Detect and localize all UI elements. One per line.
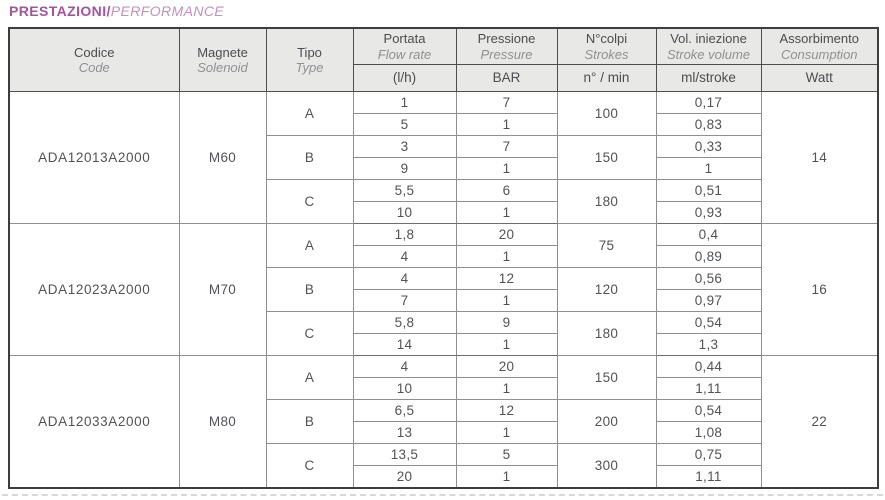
strokes-cell: 100 <box>557 92 656 136</box>
watt-cell: 16 <box>761 224 878 356</box>
type-cell: B <box>266 268 353 312</box>
flow-cell: 10 <box>353 202 456 224</box>
flow-cell: 5,8 <box>353 312 456 334</box>
header-tipo <box>266 28 353 92</box>
volume-cell: 0,44 <box>656 356 761 378</box>
strokes-cell: 180 <box>557 180 656 224</box>
header-magnete-it: Magnete <box>197 44 248 60</box>
pressure-cell: 1 <box>456 290 557 312</box>
magnet-cell: M70 <box>179 224 266 356</box>
header-assorbimento-en: Consumption <box>780 46 858 62</box>
header-pressione-en: Pressure <box>480 46 533 62</box>
flow-cell: 4 <box>353 356 456 378</box>
header-portata-it: Portata <box>383 31 426 47</box>
volume-cell: 0,56 <box>656 268 761 290</box>
strokes-cell: 200 <box>557 400 656 444</box>
watt-cell: 22 <box>761 356 878 489</box>
code-cell: ADA12023A2000 <box>9 224 179 356</box>
flow-cell: 10 <box>353 378 456 400</box>
header-tipo-it: Tipo <box>297 44 322 60</box>
performance-table <box>8 27 879 489</box>
pressure-cell: 1 <box>456 466 557 489</box>
volume-cell: 0,54 <box>656 312 761 334</box>
volume-cell: 0,75 <box>656 444 761 466</box>
table-row <box>9 224 878 246</box>
pressure-cell: 6 <box>456 180 557 202</box>
strokes-cell: 300 <box>557 444 656 489</box>
volume-cell: 1,11 <box>656 466 761 489</box>
header-portata <box>353 28 456 65</box>
strokes-cell: 180 <box>557 312 656 356</box>
pressure-cell: 7 <box>456 136 557 158</box>
header-assorbimento-it: Assorbimento <box>779 31 859 47</box>
strokes-cell: 150 <box>557 356 656 400</box>
table-row <box>9 92 878 114</box>
code-cell: ADA12033A2000 <box>9 356 179 489</box>
flow-cell: 14 <box>353 334 456 356</box>
flow-cell: 9 <box>353 158 456 180</box>
flow-cell: 20 <box>353 466 456 489</box>
flow-cell: 5 <box>353 114 456 136</box>
volume-cell: 0,51 <box>656 180 761 202</box>
volume-cell: 0,89 <box>656 246 761 268</box>
type-cell: A <box>266 224 353 268</box>
flow-cell: 13 <box>353 422 456 444</box>
volume-cell: 1,3 <box>656 334 761 356</box>
table-header <box>9 28 878 92</box>
header-tipo-en: Type <box>295 60 324 75</box>
volume-cell: 0,33 <box>656 136 761 158</box>
type-cell: C <box>266 180 353 224</box>
header-pressione <box>456 28 557 65</box>
header-magnete-en: Solenoid <box>197 60 248 75</box>
volume-cell: 0,83 <box>656 114 761 136</box>
header-iniezione-en: Stroke volume <box>666 46 751 62</box>
volume-cell: 0,54 <box>656 400 761 422</box>
pressure-cell: 5 <box>456 444 557 466</box>
header-colpi-en: Strokes <box>584 46 629 62</box>
header-portata-en: Flow rate <box>377 46 432 62</box>
volume-cell: 0,93 <box>656 202 761 224</box>
header-magnete <box>179 28 266 92</box>
unit-colpi: n° / min <box>557 65 656 92</box>
pressure-cell: 1 <box>456 246 557 268</box>
pressure-cell: 20 <box>456 356 557 378</box>
flow-cell: 4 <box>353 268 456 290</box>
pressure-cell: 1 <box>456 158 557 180</box>
pressure-cell: 20 <box>456 224 557 246</box>
type-cell: B <box>266 136 353 180</box>
watt-cell: 14 <box>761 92 878 224</box>
magnet-cell: M60 <box>179 92 266 224</box>
type-cell: A <box>266 92 353 136</box>
unit-assorbimento: Watt <box>761 65 878 92</box>
flow-cell: 4 <box>353 246 456 268</box>
page-title-sub: PERFORMANCE <box>110 3 225 19</box>
magnet-cell: M80 <box>179 356 266 489</box>
table-body <box>9 92 878 489</box>
unit-pressione: BAR <box>456 65 557 92</box>
type-cell: B <box>266 400 353 444</box>
header-colpi <box>557 28 656 65</box>
header-codice-it: Codice <box>74 44 115 60</box>
header-colpi-it: N°colpi <box>585 31 628 47</box>
unit-portata: (l/h) <box>353 65 456 92</box>
header-assorbimento <box>761 28 878 65</box>
page-bottom-divider <box>2 494 883 496</box>
volume-cell: 0,97 <box>656 290 761 312</box>
flow-cell: 13,5 <box>353 444 456 466</box>
volume-cell: 1,11 <box>656 378 761 400</box>
header-iniezione <box>656 28 761 65</box>
pressure-cell: 12 <box>456 268 557 290</box>
pressure-cell: 1 <box>456 422 557 444</box>
flow-cell: 6,5 <box>353 400 456 422</box>
type-cell: C <box>266 444 353 489</box>
pressure-cell: 1 <box>456 202 557 224</box>
volume-cell: 0,17 <box>656 92 761 114</box>
header-codice-en: Code <box>78 60 110 75</box>
unit-iniezione: ml/stroke <box>656 65 761 92</box>
type-cell: C <box>266 312 353 356</box>
page-title-main: PRESTAZIONI/ <box>9 3 111 19</box>
strokes-cell: 150 <box>557 136 656 180</box>
header-iniezione-it: Vol. iniezione <box>670 31 747 47</box>
flow-cell: 5,5 <box>353 180 456 202</box>
flow-cell: 3 <box>353 136 456 158</box>
flow-cell: 7 <box>353 290 456 312</box>
page-title <box>9 3 224 19</box>
volume-cell: 1,08 <box>656 422 761 444</box>
type-cell: A <box>266 356 353 400</box>
flow-cell: 1,8 <box>353 224 456 246</box>
pressure-cell: 1 <box>456 378 557 400</box>
strokes-cell: 120 <box>557 268 656 312</box>
header-codice <box>9 28 179 92</box>
pressure-cell: 1 <box>456 334 557 356</box>
flow-cell: 1 <box>353 92 456 114</box>
code-cell: ADA12013A2000 <box>9 92 179 224</box>
volume-cell: 0,4 <box>656 224 761 246</box>
pressure-cell: 9 <box>456 312 557 334</box>
volume-cell: 1 <box>656 158 761 180</box>
table-row <box>9 356 878 378</box>
header-pressione-it: Pressione <box>477 31 536 47</box>
strokes-cell: 75 <box>557 224 656 268</box>
pressure-cell: 12 <box>456 400 557 422</box>
pressure-cell: 1 <box>456 114 557 136</box>
pressure-cell: 7 <box>456 92 557 114</box>
